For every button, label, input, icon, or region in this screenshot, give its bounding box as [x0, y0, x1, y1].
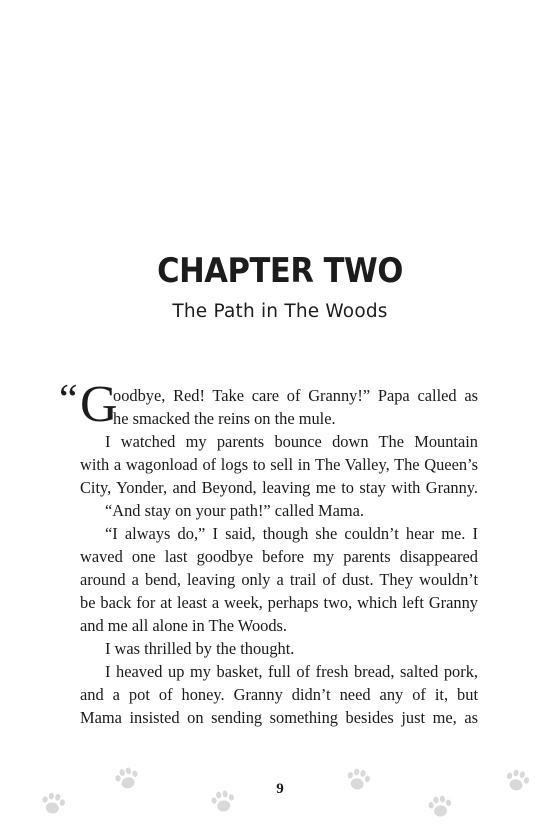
paw-print-icon	[343, 766, 373, 795]
text-line: “And stay on your path!” called Mama.	[105, 501, 364, 520]
text-line: and a pot of honey. Granny didn’t need any of it, but	[80, 685, 478, 704]
text-line: waved one last goodbye before my parents disappeared	[80, 547, 478, 566]
text-line: I was thrilled by the thought.	[105, 639, 295, 658]
text-line: and me all alone in The Woods.	[80, 616, 288, 635]
text-line: I heaved up my basket, full of fresh bread, salted pork,	[105, 662, 478, 681]
chapter-title: CHAPTER TWO	[157, 251, 403, 291]
text-line: be back for at least a week, perhaps two, which left Granny	[80, 593, 478, 612]
drop-cap: G	[80, 376, 118, 433]
paw-print-icon	[38, 790, 68, 818]
paw-print-icon	[425, 793, 454, 820]
text-line: Mama insisted on sending something besides just me, as	[80, 708, 478, 727]
text-line: oodbye, Red! Take care of Granny!” Papa called as	[113, 386, 478, 405]
text-line: City, Yonder, and Beyond, leaving me to stay with Granny.	[80, 478, 478, 497]
text-line: he smacked the reins on the mule.	[113, 409, 336, 428]
text-line: around a bend, leaving only a trail of dust. They wouldn’t	[80, 570, 478, 589]
text-line: “I always do,” I said, though she couldn’t hear me. I	[105, 524, 478, 543]
text-line: I watched my parents bounce down The Mountain	[105, 432, 478, 451]
opening-quote-mark: “	[59, 377, 78, 423]
chapter-subtitle: The Path in The Woods	[172, 301, 388, 322]
text-line: with a wagonload of logs to sell in The Valley, The Queen’s	[80, 455, 478, 474]
paw-print-icon	[208, 788, 238, 816]
page-number: 9	[276, 781, 284, 797]
